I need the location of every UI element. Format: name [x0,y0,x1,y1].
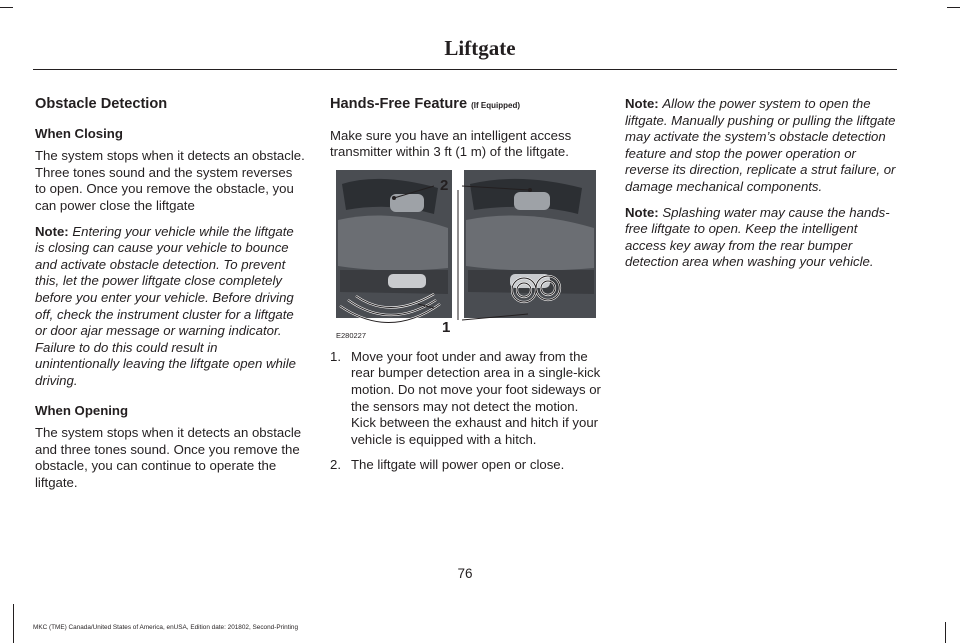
right-column [625,96,897,280]
note-label: Note: [625,204,659,220]
header-rule [33,69,897,70]
note-text: Entering your vehicle while the liftgate is closing can cause your vehicle to bounce and activate obstacle detection. To prevent this, let the power liftgate close completely before you enter your vehicle. Before driving off, check the instrument cluster for a liftgate or door ajar message or warning indicator. Failure to do this could result in unintentionally leaving the liftgate open while driving. [35,223,297,388]
list-item [330,457,602,474]
section-heading-qualifier: (If Equipped) [471,101,521,110]
left-column [35,96,305,500]
step-text: Move your foot under and away from the rear bumper detection area in a single-kick motion. Do not move your foot sideways or the sensors may not detect the motion. Kick between the exhaust and hitch if your vehicle is equipped with a hitch. [351,348,601,447]
callout-2: 2 [440,176,449,194]
intro-text: Make sure you have an intelligent access transmitter within 3 ft (1 m) of the liftgate. [330,127,572,160]
opening-body: The system stops when it detects an obstacle and three tones sound. Once you remove the obstacle, you can continue to operate the liftgate. [35,425,302,490]
hands-free-illustration [330,170,596,340]
note-text: Allow the power system to open the liftgate. Manually pushing or pulling the liftgate may activate the system’s obstacle detection feature and stop the power operation or reverse its direction, replicate a strut failure, or damage mechanical components. [625,96,896,194]
crop-mark [0,7,13,8]
steps-list [330,349,602,474]
figure-id: E280227 [336,330,367,340]
note [625,205,897,271]
note [625,96,897,196]
note-label: Note: [35,223,69,239]
section-heading-text: Hands-Free Feature [330,96,468,112]
crop-mark [13,604,14,643]
crop-mark [947,7,960,8]
closing-body: The system stops when it detects an obstacle. Three tones sound and the system reverses to open. Once you remove the obstacle, you can power close the liftgate [35,148,305,213]
middle-column [330,96,602,483]
step-text: The liftgate will power open or close. [351,457,565,473]
page-number: 76 [457,566,473,581]
note-text: Splashing water may cause the hands-free liftgate to open. Keep the intelligent access key away from the rear bumper detection area when washing your vehicle. [625,204,890,270]
section-heading [330,96,602,115]
section-heading: Obstacle Detection [35,96,168,112]
page-header-title: Liftgate [444,36,516,60]
footer-edition: MKC (TME) Canada/United States of America, enUSA, Edition date: 201802, Second-Printing [33,624,298,631]
step-number: 1. [330,348,341,364]
step-number: 2. [330,457,341,473]
crop-mark [945,622,946,643]
subsection-heading-closing: When Closing [35,125,123,141]
subsection-heading-opening: When Opening [35,402,129,418]
callout-1: 1 [442,318,451,336]
closing-note [35,224,305,390]
list-item [330,349,602,449]
liftgate-kick-illustration [330,170,596,340]
note-label: Note: [625,96,659,111]
